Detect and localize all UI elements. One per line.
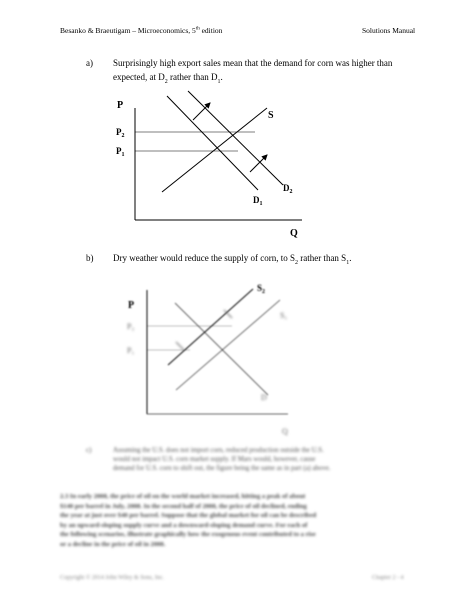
problem-2-3-text	[60, 492, 316, 549]
graph-a-p1-base: P	[116, 146, 122, 156]
problem-line: the year at just over $40 per barrel. Suppose that the global market for oil can be described	[60, 512, 317, 519]
part-a-line2-mid: rather than D	[167, 72, 218, 82]
header-edition-sup: th	[195, 26, 200, 32]
part-a-line2-end: .	[220, 72, 223, 82]
graph-b-shift-arrow	[176, 342, 184, 350]
part-a-line2-prefix: expected, at D	[113, 72, 165, 82]
footer-page-number: Chapter 2 - 4	[372, 575, 404, 581]
part-c-text	[113, 446, 330, 473]
graph-a-d2-base: D	[283, 183, 290, 193]
part-a-sub-d2: 2	[164, 78, 168, 85]
graph-b-d-label: D	[261, 393, 267, 402]
graph-a-d1-base: D	[253, 195, 260, 205]
footer-copyright: Copyright © 2014 John Wiley & Sons, Inc.	[60, 575, 165, 581]
part-b-end: .	[349, 253, 352, 263]
part-b-sub-s2: 2	[294, 259, 298, 266]
graph-a-p-label: P	[117, 100, 124, 111]
graph-a-s-label: S	[268, 110, 274, 121]
part-c-line: would not impact U.S. corn market supply. If Mars would, however, cause	[113, 456, 316, 463]
part-b-mid: rather than S	[297, 253, 347, 263]
part-c-marker: c)	[86, 446, 92, 454]
graph-b-q-label: Q	[282, 427, 288, 436]
problem-line: by an upward-sloping supply curve and a downward-sloping demand curve. For each of	[60, 521, 308, 529]
part-b-prefix: Dry weather would reduce the supply of corn, to S	[113, 253, 295, 263]
graph-a-p2-base: P	[116, 127, 122, 137]
graph-a-d1-sub: 1	[259, 201, 263, 207]
graph-b-supply-curve-s2	[168, 289, 253, 365]
part-c-line: demand for U.S. corn to shift out, the figure being the same as in part (a) above.	[113, 465, 331, 472]
part-a-line-1: Surprisingly high export sales mean that the demand for corn was higher than	[113, 58, 393, 68]
graph-a-p2-sub: 2	[121, 133, 125, 139]
graph-a-d2-sub: 2	[289, 189, 293, 195]
graph-b-p-label: P	[128, 300, 135, 311]
graph-a-q-label: Q	[290, 228, 298, 239]
part-a-marker: a)	[86, 58, 93, 68]
header-edition: edition	[199, 26, 223, 35]
graph-b-s2-base: S	[257, 283, 263, 293]
problem-line: the following scenarios, illustrate graphically how the exogenous event contributed to a rise	[60, 531, 316, 538]
problem-line: $140 per barrel in July, 2008. In the second half of 2008, the price of oil declined, ending	[60, 502, 307, 510]
header-book-title: Besanko & Braeutigam – Microeconomics, 5	[60, 26, 196, 35]
graph-b-p2-label: P₂	[127, 322, 135, 331]
graph-b-s2-sub: 2	[262, 289, 266, 295]
part-c-line: Assuming the U.S. does not import corn, reduced production outside the U.S.	[113, 447, 324, 454]
graph-b-s2-label	[257, 283, 265, 295]
problem-line: or a decline in the price of oil in 2008.	[60, 540, 166, 548]
part-b-marker: b)	[86, 253, 94, 263]
problem-line: 2.3 In early 2008, the price of oil on the world market increased, hitting a peak of about	[60, 493, 306, 500]
part-a-sub-d1: 1	[217, 78, 221, 85]
graph-a-p1-sub: 1	[121, 152, 125, 158]
graph-b-s1-label: S₁	[280, 311, 288, 320]
running-header-right: Solutions Manual	[362, 26, 416, 35]
part-b-sub-s1: 1	[346, 259, 350, 266]
graph-b-p1-label: P₁	[127, 346, 135, 355]
